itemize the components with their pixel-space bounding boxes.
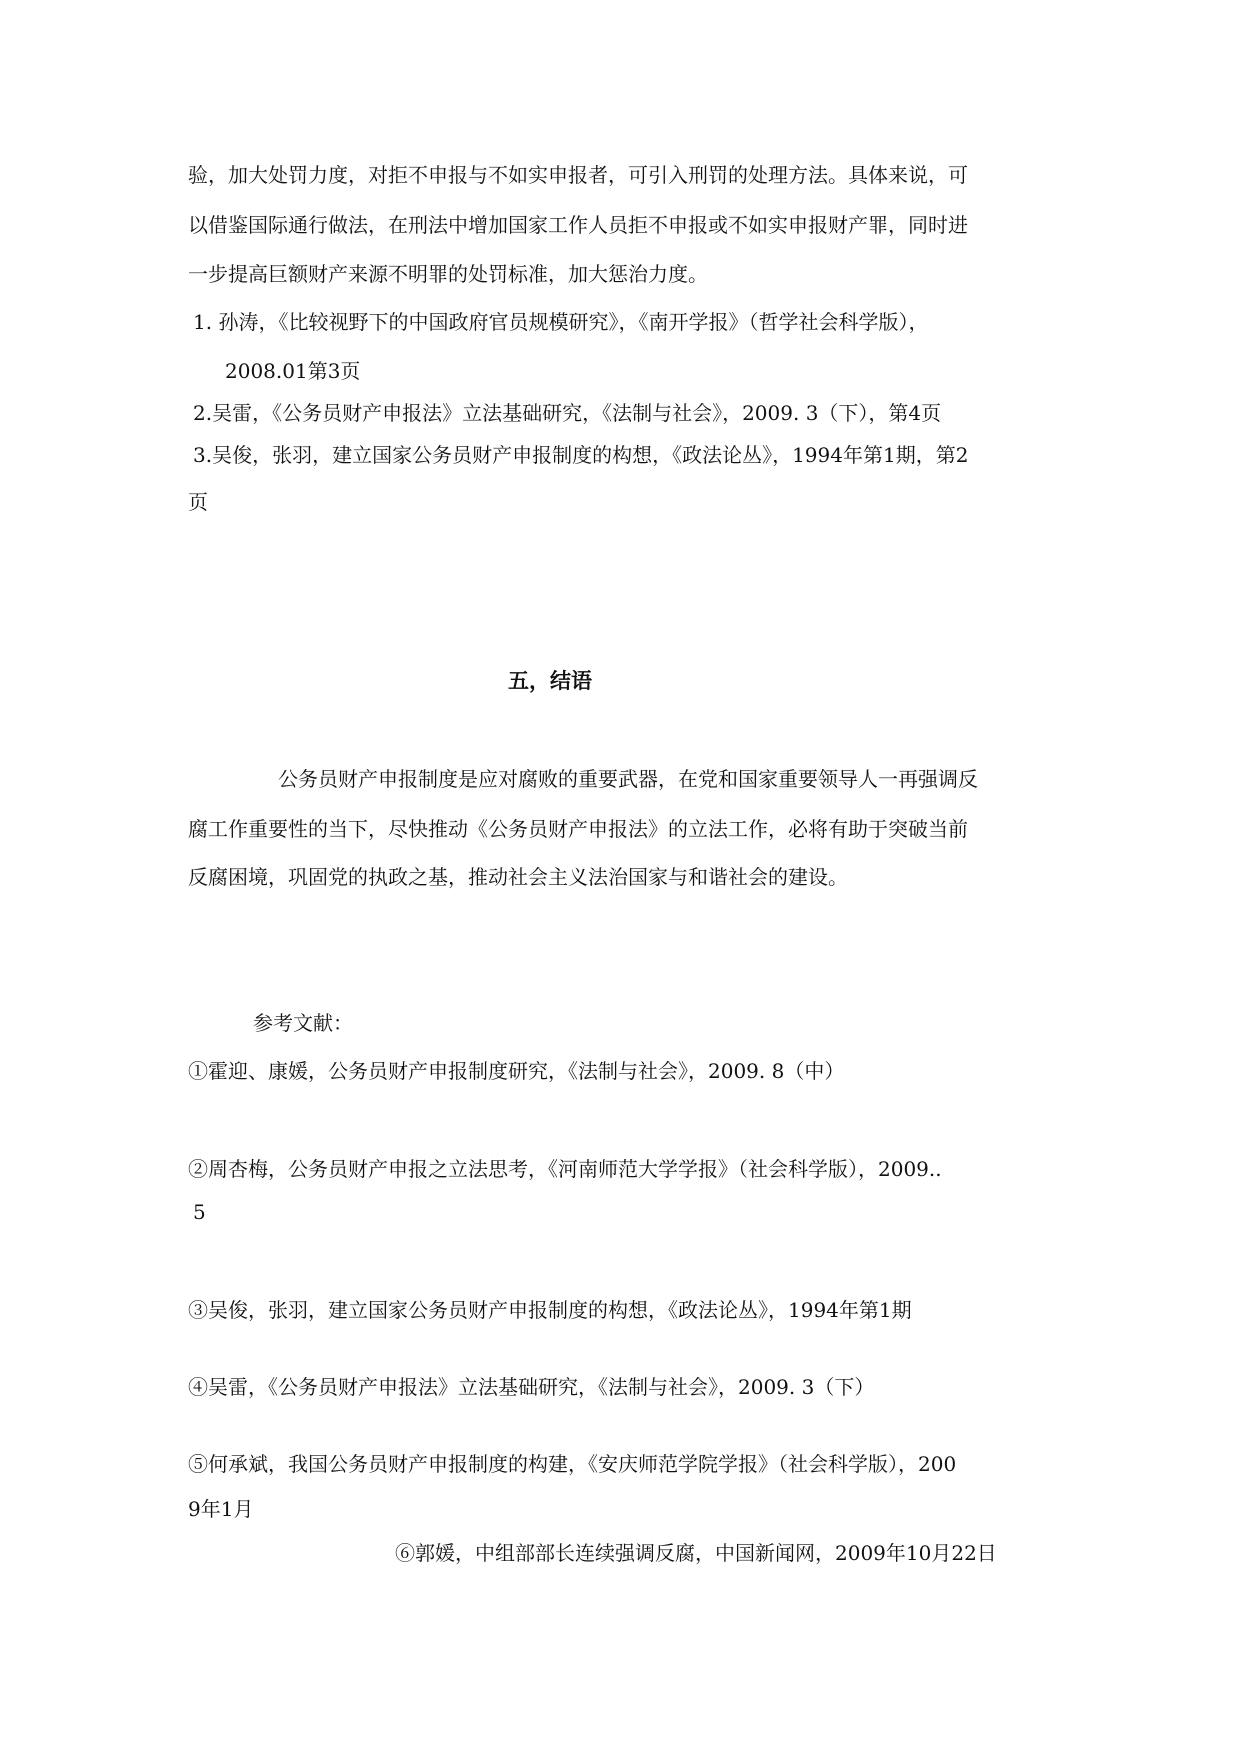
- reference-item-continued: 5: [193, 1200, 206, 1224]
- footnote-3: 3.吴俊，张羽，建立国家公务员财产申报制度的构想，《政法论丛》，1994年第1期，第2: [193, 443, 969, 467]
- conclusion-paragraph-line: 反腐困境，巩固党的执政之基，推动社会主义法治国家与和谐社会的建设。: [188, 865, 848, 889]
- reference-item: ⑤何承斌，我国公务员财产申报制度的构建，《安庆师范学院学报》（社会科学版），200: [188, 1452, 957, 1476]
- reference-item: ②周杏梅，公务员财产申报之立法思考，《河南师范大学学报》（社会科学版），2009..: [188, 1157, 942, 1181]
- reference-item: ①霍迎、康媛，公务员财产申报制度研究，《法制与社会》，2009. 8（中）: [188, 1059, 845, 1083]
- footnote-1-continued: 2008.01第3页: [225, 359, 361, 383]
- references-title: 参考文献：: [253, 1011, 353, 1035]
- footnote-3-continued: 页: [188, 490, 208, 514]
- conclusion-paragraph-line: 腐工作重要性的当下，尽快推动《公务员财产申报法》的立法工作，必将有助于突破当前: [188, 817, 968, 841]
- reference-item: ④吴雷，《公务员财产申报法》立法基础研究，《法制与社会》，2009. 3（下）: [188, 1375, 875, 1399]
- section-heading: 五，结语: [508, 668, 592, 693]
- body-text-line: 一步提高巨额财产来源不明罪的处罚标准，加大惩治力度。: [188, 262, 708, 286]
- footnote-1: 1. 孙涛，《比较视野下的中国政府官员规模研究》，《南开学报》（哲学社会科学版），: [193, 310, 929, 334]
- reference-item: ⑥郭媛，中组部部长连续强调反腐，中国新闻网，2009年10月22日: [395, 1541, 997, 1565]
- reference-item-continued: 9年1月: [188, 1497, 254, 1521]
- conclusion-paragraph-line: 公务员财产申报制度是应对腐败的重要武器，在党和国家重要领导人一再强调反: [278, 767, 978, 791]
- footnote-2: 2.吴雷，《公务员财产申报法》立法基础研究，《法制与社会》，2009. 3（下），第4页: [193, 401, 942, 425]
- body-text-line: 以借鉴国际通行做法，在刑法中增加国家工作人员拒不申报或不如实申报财产罪，同时进: [188, 213, 968, 237]
- body-text-line: 验，加大处罚力度，对拒不申报与不如实申报者，可引入刑罚的处理方法。具体来说，可: [188, 163, 968, 187]
- reference-item: ③吴俊，张羽，建立国家公务员财产申报制度的构想，《政法论丛》，1994年第1期: [188, 1298, 912, 1322]
